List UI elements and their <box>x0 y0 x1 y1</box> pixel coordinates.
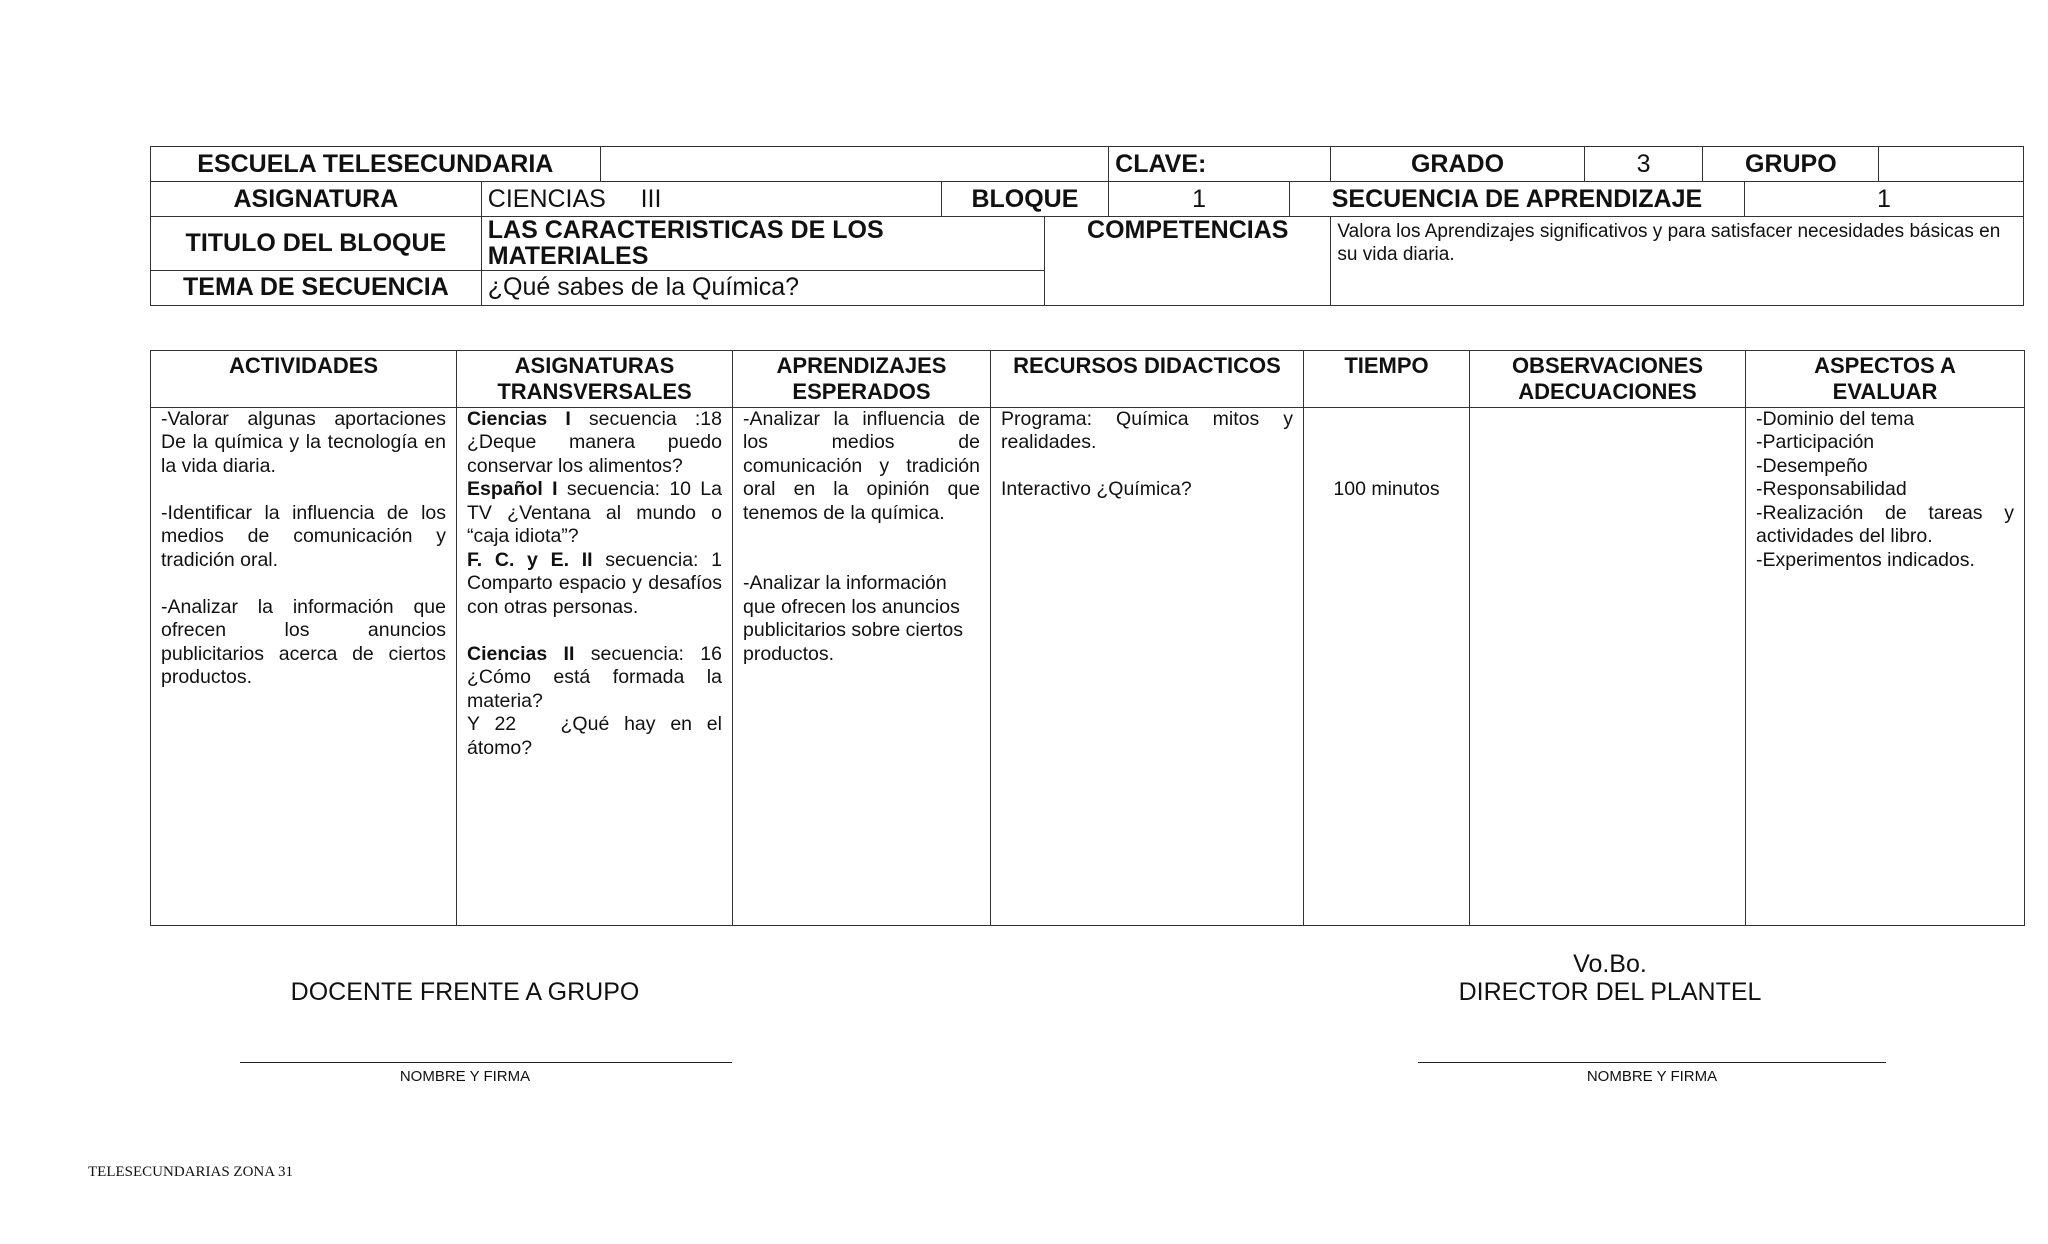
col-actividades: ACTIVIDADES <box>151 351 457 408</box>
header-table <box>150 146 2024 306</box>
aprendizaje-item: -Analizar la influencia de los medios de comunicación y tradición oral en la opinión que tenemos de la química. <box>743 407 980 524</box>
aspectos-cell <box>1746 407 2025 925</box>
aspecto-item: -Responsabilidad <box>1756 478 1907 501</box>
tiempo-cell <box>1304 407 1470 925</box>
director-caption: NOMBRE Y FIRMA <box>1586 1068 1718 1085</box>
plan-table <box>150 350 2025 926</box>
asignatura-item: Y 22 ¿Qué hay en el átomo? <box>467 713 728 759</box>
tema-label: TEMA DE SECUENCIA <box>151 270 482 305</box>
col-aprendizajes: APRENDIZAJES ESPERADOS <box>733 351 991 408</box>
col-recursos: RECURSOS DIDACTICOS <box>991 351 1304 408</box>
tema-value: ¿Qué sabes de la Química? <box>481 270 1044 305</box>
asignatura-value: CIENCIAS III <box>481 182 941 217</box>
grado-value: 3 <box>1584 147 1703 182</box>
secuencia-value: 1 <box>1744 182 2023 217</box>
observaciones-cell <box>1470 407 1746 925</box>
vobo-label: Vo.Bo. <box>1573 950 1647 978</box>
titulo-label: TITULO DEL BLOQUE <box>151 217 482 271</box>
titulo-value: LAS CARACTERISTICAS DE LOS MATERIALES <box>481 217 1044 271</box>
footer-text: TELESECUNDARIAS ZONA 31 <box>88 1164 293 1180</box>
aspecto-item: -Desempeño <box>1756 454 1868 477</box>
actividad-item: -Analizar la información que ofrecen los anuncios publicitarios acerca de ciertos productos. <box>161 595 446 689</box>
aspecto-item: -Dominio del tema <box>1756 407 1915 430</box>
asignatura-item: Ciencias II secuencia: 16 ¿Cómo está formada la materia? <box>467 642 722 712</box>
col-tiempo: TIEMPO <box>1304 351 1470 408</box>
aprendizaje-item: -Analizar la información que ofrecen los anuncios publicitarios sobre ciertos productos. <box>743 572 964 665</box>
asignatura-label: ASIGNATURA <box>151 182 482 217</box>
actividades-cell <box>151 407 457 925</box>
competencias-value: Valora los Aprendizajes significativos y para satisfacer necesidades básicas en su vida diaria. <box>1331 217 2024 306</box>
aprendizajes-cell <box>733 407 991 925</box>
recurso-item: Programa: Química mitos y realidades. <box>1001 407 1293 454</box>
docente-signature-line <box>240 1062 732 1063</box>
col-observaciones: OBSERVACIONES ADECUACIONES <box>1470 351 1746 408</box>
asignatura-item: Ciencias I secuencia :18 ¿Deque manera puedo conservar los alimentos? <box>467 407 722 477</box>
grupo-label: GRUPO <box>1703 147 1879 182</box>
school-value <box>600 147 1109 182</box>
actividad-item: -Valorar algunas aportaciones De la química y la tecnología en la vida diaria. <box>161 407 446 477</box>
director-signature-line <box>1418 1062 1886 1063</box>
school-label: ESCUELA TELESECUNDARIA <box>151 147 601 182</box>
docente-title: DOCENTE FRENTE A GRUPO <box>290 978 640 1006</box>
bloque-label: BLOQUE <box>941 182 1108 217</box>
aspecto-item: -Realización de tareas y actividades del libro. <box>1756 501 2014 548</box>
secuencia-label: SECUENCIA DE APRENDIZAJE <box>1290 182 1745 217</box>
clave-label: CLAVE: <box>1109 147 1331 182</box>
tiempo-value: 100 minutos <box>1333 478 1440 501</box>
docente-caption: NOMBRE Y FIRMA <box>399 1068 531 1085</box>
grupo-value <box>1879 147 2024 182</box>
competencias-label: COMPETENCIAS <box>1045 217 1331 306</box>
aspecto-item: -Experimentos indicados. <box>1756 548 1975 571</box>
col-aspectos: ASPECTOS A EVALUAR <box>1746 351 2025 408</box>
asignatura-item: Español I secuencia: 10 La TV ¿Ventana al mundo o “caja idiota”? <box>467 478 722 548</box>
bloque-value: 1 <box>1109 182 1290 217</box>
col-asignaturas: ASIGNATURAS TRANSVERSALES <box>457 351 733 408</box>
aspecto-item: -Participación <box>1756 431 1875 454</box>
recurso-item: Interactivo ¿Química? <box>1001 478 1192 501</box>
actividad-item: -Identificar la influencia de los medios de comunicación y tradición oral. <box>161 501 446 571</box>
asignatura-item: F. C. y E. II secuencia: 1 Comparto espacio y desafíos con otras personas. <box>467 548 722 618</box>
recursos-cell <box>991 407 1304 925</box>
director-title: DIRECTOR DEL PLANTEL <box>1458 978 1762 1006</box>
grado-label: GRADO <box>1331 147 1584 182</box>
asignaturas-cell <box>457 407 733 925</box>
